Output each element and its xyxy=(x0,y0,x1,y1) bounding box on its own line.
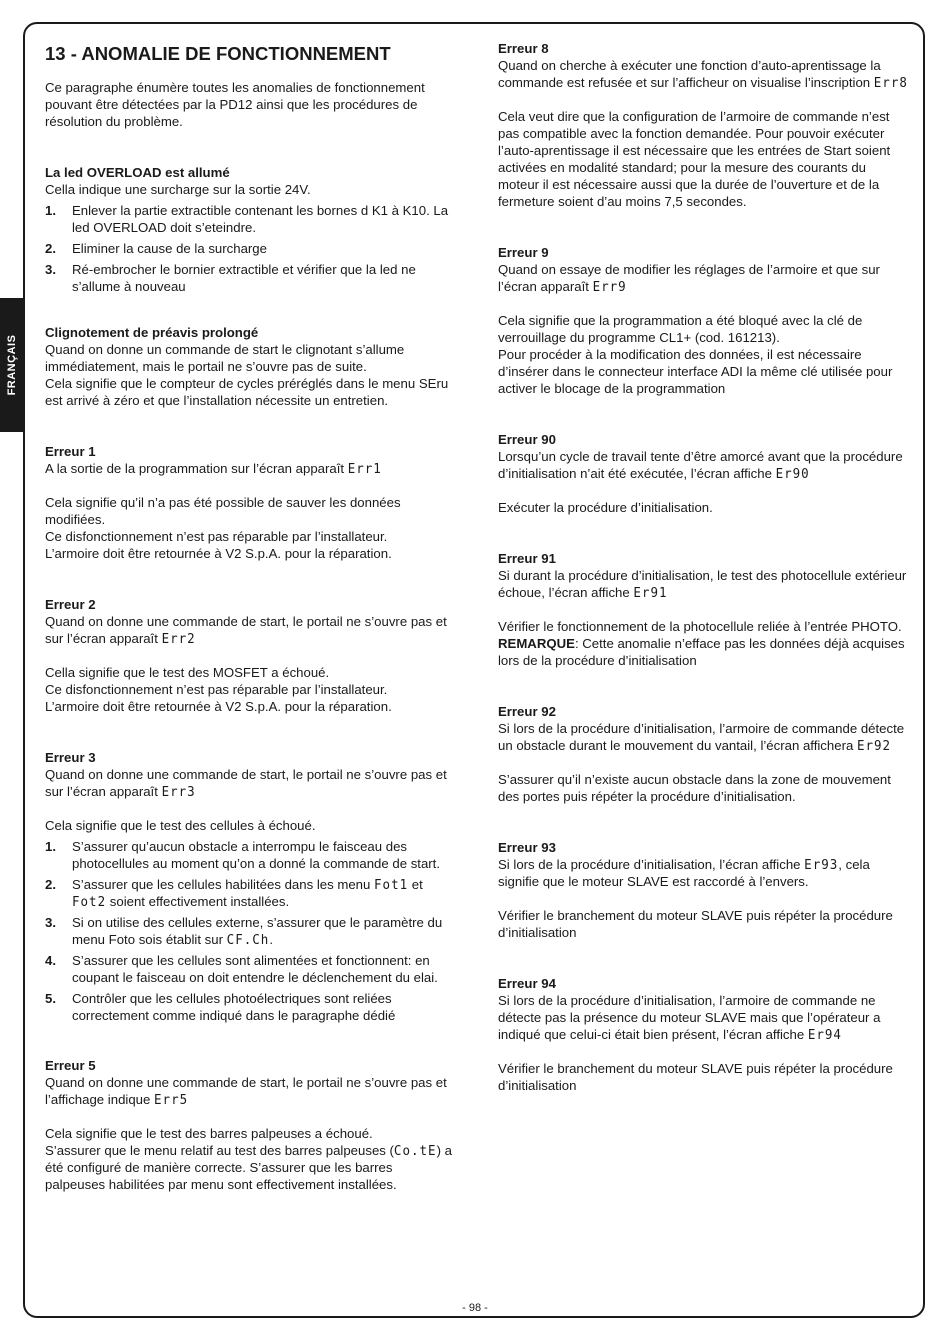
error-5-p1: Cela signifie que le test des barres palpeuses a échoué. xyxy=(45,1126,373,1141)
display-code: Er92 xyxy=(856,737,892,754)
error-94-p1: Vérifier le branchement du moteur SLAVE puis répéter la procédure d’initialisation xyxy=(498,1061,893,1093)
error-90-heading: Erreur 90 xyxy=(498,432,556,447)
note-label: REMARQUE xyxy=(498,636,575,651)
step-text: Contrôler que les cellules photoélectriques sont reliées correctement comme indiqué dans le paragraphe dédié xyxy=(72,991,396,1023)
error-1-section xyxy=(45,443,455,562)
error-94-heading: Erreur 94 xyxy=(498,976,556,991)
step-number: 4. xyxy=(45,953,56,968)
error-8-lead: Quand on cherche à exécuter une fonction d’auto-aprentissage la commande est refusée et sur l’afficheur on visualise l’inscription Err8 xyxy=(498,58,908,91)
error-93-section xyxy=(498,839,910,941)
step-number: 2. xyxy=(45,877,56,892)
error-94-section xyxy=(498,975,910,1094)
step-text: S’assurer qu’aucun obstacle a interrompu le faisceau des photocellules au moment qu’on a donné la commande de start. xyxy=(72,839,441,871)
display-code: Fot2 xyxy=(72,893,107,910)
error-2-lead: Quand on donne une commande de start, le portail ne s’ouvre pas et sur l’écran apparaît Err2 xyxy=(45,614,447,647)
step-number: 1. xyxy=(45,839,56,854)
display-code: Err9 xyxy=(592,278,627,295)
list-item xyxy=(45,202,455,236)
step-number: 5. xyxy=(45,991,56,1006)
error-9-lead: Quand on essaye de modifier les réglages de l’armoire et que sur l’écran apparaît Err9 xyxy=(498,262,880,295)
step-text: Enlever la partie extractible contenant les bornes d K1 à K10. La led OVERLOAD doit s’eteindre. xyxy=(72,203,449,235)
display-code: Err2 xyxy=(161,630,196,647)
display-code: Err5 xyxy=(154,1091,189,1108)
display-code: Er91 xyxy=(633,584,668,601)
section-title: 13 - ANOMALIE DE FONCTIONNEMENT xyxy=(45,43,391,64)
step-text: Ré-embrocher le bornier extractible et vérifier que la led ne s’allume à nouveau xyxy=(72,262,416,294)
error-2-p2: Ce disfonctionnement n’est pas réparable par l’installateur. xyxy=(45,682,388,697)
error-93-p1: Vérifier le branchement du moteur SLAVE puis répéter la procédure d’initialisation xyxy=(498,908,893,940)
error-1-p3: L’armoire doit être retournée à V2 S.p.A. pour la réparation. xyxy=(45,546,392,561)
display-code: Err8 xyxy=(873,74,908,91)
error-9-section xyxy=(498,244,910,397)
language-tab xyxy=(0,298,23,432)
error-92-section xyxy=(498,703,910,805)
error-9-p1: Cela signifie que la programmation a été bloqué avec la clé de verrouillage du programme CL1+ (cod. 161213). xyxy=(498,313,863,345)
display-code: Fot1 xyxy=(374,876,409,893)
error-8-heading: Erreur 8 xyxy=(498,41,549,56)
display-code: CF.Ch xyxy=(226,931,270,948)
step-number: 1. xyxy=(45,203,56,218)
error-93-lead: Si lors de la procédure d’initialisation, l’écran affiche Er93, cela signifie que le moteur SLAVE est raccordé à l’envers. xyxy=(498,856,870,889)
overload-heading: La led OVERLOAD est allumé xyxy=(45,165,230,180)
error-90-section xyxy=(498,431,910,516)
error-5-lead: Quand on donne une commande de start, le portail ne s’ouvre pas et l’affichage indique Err5 xyxy=(45,1075,447,1108)
error-93-heading: Erreur 93 xyxy=(498,840,556,855)
error-1-p2: Ce disfonctionnement n’est pas réparable par l’installateur. xyxy=(45,529,388,544)
list-item: 3. Si on utilise des cellules externe, s’assurer que le paramètre du menu Foto sois établit sur CF.Ch. xyxy=(45,915,443,948)
error-2-p3: L’armoire doit être retournée à V2 S.p.A. pour la réparation. xyxy=(45,699,392,714)
overload-text: Cella indique une surcharge sur la sortie 24V. xyxy=(45,182,311,197)
page-number: - 98 - xyxy=(462,1302,488,1314)
error-3-steps xyxy=(45,838,455,1024)
list-item: 2. S’assurer que les cellules habilitées dans les menu Fot1 et Fot2 soient effectivement installées. xyxy=(45,876,423,910)
error-1-heading: Erreur 1 xyxy=(45,444,96,459)
language-tab-label: FRANÇAIS xyxy=(5,334,18,396)
blink-p2: Cela signifie que le compteur de cycles préréglés dans le menu SEru est arrivé à zéro et que l’installation nécessite un entretien. xyxy=(45,376,449,408)
display-code: Er93 xyxy=(804,856,839,873)
list-item xyxy=(45,990,455,1024)
step-number: 3. xyxy=(45,262,56,277)
intro-text: Ce paragraphe énumère toutes les anomalies de fonctionnement pouvant être détectées par la PD12 ainsi que les procédures de résolution du problème. xyxy=(45,80,425,129)
step-text: Eliminer la cause de la surcharge xyxy=(72,241,267,256)
error-94-lead: Si lors de la procédure d’initialisation, l’armoire de commande ne détecte pas la présence du moteur SLAVE mais que l’opérateur a indiqué que celui-ci était bien présent, l’écran affiche Er94 xyxy=(498,993,881,1043)
list-item xyxy=(45,952,455,986)
error-91-lead: Si durant la procédure d’initialisation, le test des photocellule extérieur échoue, l’écran affiche Er91 xyxy=(498,568,907,601)
blink-heading: Clignotement de préavis prolongé xyxy=(45,325,259,340)
right-column xyxy=(498,40,910,1094)
blink-p1: Quand on donne un commande de start le clignotant s’allume immédiatement, mais le portail ne s’ouvre pas de suite. xyxy=(45,342,405,374)
display-code: Er90 xyxy=(775,465,810,482)
display-code: Co.tE xyxy=(393,1142,437,1159)
error-2-section xyxy=(45,596,455,715)
error-90-lead: Lorsqu’un cycle de travail tente d’être amorcé avant que la procédure d’initialisation n’ait été exécutée, l’écran affiche Er90 xyxy=(498,449,903,482)
error-3-lead: Quand on donne une commande de start, le portail ne s’ouvre pas et sur l’écran apparaît Err3 xyxy=(45,767,447,800)
step-text: S’assurer que les cellules sont alimentées et fonctionnent: en coupant le faisceau on doit entendre le déclenchement du elai. xyxy=(72,953,438,985)
blink-section xyxy=(45,324,455,409)
overload-steps xyxy=(45,202,455,295)
display-code: Err3 xyxy=(161,783,196,800)
error-8-section xyxy=(498,40,910,210)
display-code: Er94 xyxy=(807,1026,842,1043)
error-5-heading: Erreur 5 xyxy=(45,1058,96,1073)
error-8-p1: Cela veut dire que la configuration de l’armoire de commande n’est pas compatible avec la fonction demandée. Pour pouvoir exécuter l’auto-aprentissage il est nécessaire que les entrées de Start soient activées en modalité standard; pour la mesure des courants du moteur il est nécessaire aussi que la durée de l’ouverture et de la fermeture soient d’au moins 7,5 secondes. xyxy=(498,109,891,209)
error-3-p1: Cela signifie que le test des cellules à échoué. xyxy=(45,818,316,833)
error-91-note: REMARQUE: Cette anomalie n’efface pas les données déjà acquises lors de la procédure d’initialisation xyxy=(498,636,905,668)
error-90-p1: Exécuter la procédure d’initialisation. xyxy=(498,500,713,515)
error-9-p2: Pour procéder à la modification des données, il est nécessaire d’insérer dans le connecteur interface ADI la même clé utilisée pour activer le blocage de la programmation xyxy=(498,347,893,396)
error-91-heading: Erreur 91 xyxy=(498,551,556,566)
error-3-section xyxy=(45,749,455,1024)
error-2-heading: Erreur 2 xyxy=(45,597,96,612)
list-item xyxy=(45,838,455,872)
left-column xyxy=(45,40,455,1193)
error-1-p1: Cela signifie qu’il n’a pas été possible de sauver les données modifiées. xyxy=(45,495,401,527)
error-92-heading: Erreur 92 xyxy=(498,704,556,719)
error-92-lead: Si lors de la procédure d’initialisation, l’armoire de commande détecte un obstacle durant le mouvement du vantail, l’écran affichera Er92 xyxy=(498,721,905,754)
display-code: Err1 xyxy=(347,460,382,477)
step-number: 2. xyxy=(45,241,56,256)
error-91-p1: Vérifier le fonctionnement de la photocellule reliée à l’entrée PHOTO. xyxy=(498,619,902,634)
error-5-section xyxy=(45,1057,455,1193)
list-item xyxy=(45,240,455,257)
error-5-p2: S’assurer que le menu relatif au test des barres palpeuses (Co.tE) a été configuré de manière correcte. S’assurer que les barres palpeuses habilitées par menu sont effectivement installées. xyxy=(45,1142,452,1192)
error-91-section xyxy=(498,550,910,669)
error-1-lead: A la sortie de la programmation sur l’écran apparaît Err1 xyxy=(45,460,382,477)
error-92-p1: S’assurer qu’il n’existe aucun obstacle dans la zone de mouvement des portes puis répéter la procédure d’initialisation. xyxy=(498,772,891,804)
overload-section xyxy=(45,164,455,295)
error-9-heading: Erreur 9 xyxy=(498,245,549,260)
error-3-heading: Erreur 3 xyxy=(45,750,96,765)
step-number: 3. xyxy=(45,915,56,930)
list-item xyxy=(45,261,455,295)
error-2-p1: Cella signifie que le test des MOSFET a échoué. xyxy=(45,665,330,680)
